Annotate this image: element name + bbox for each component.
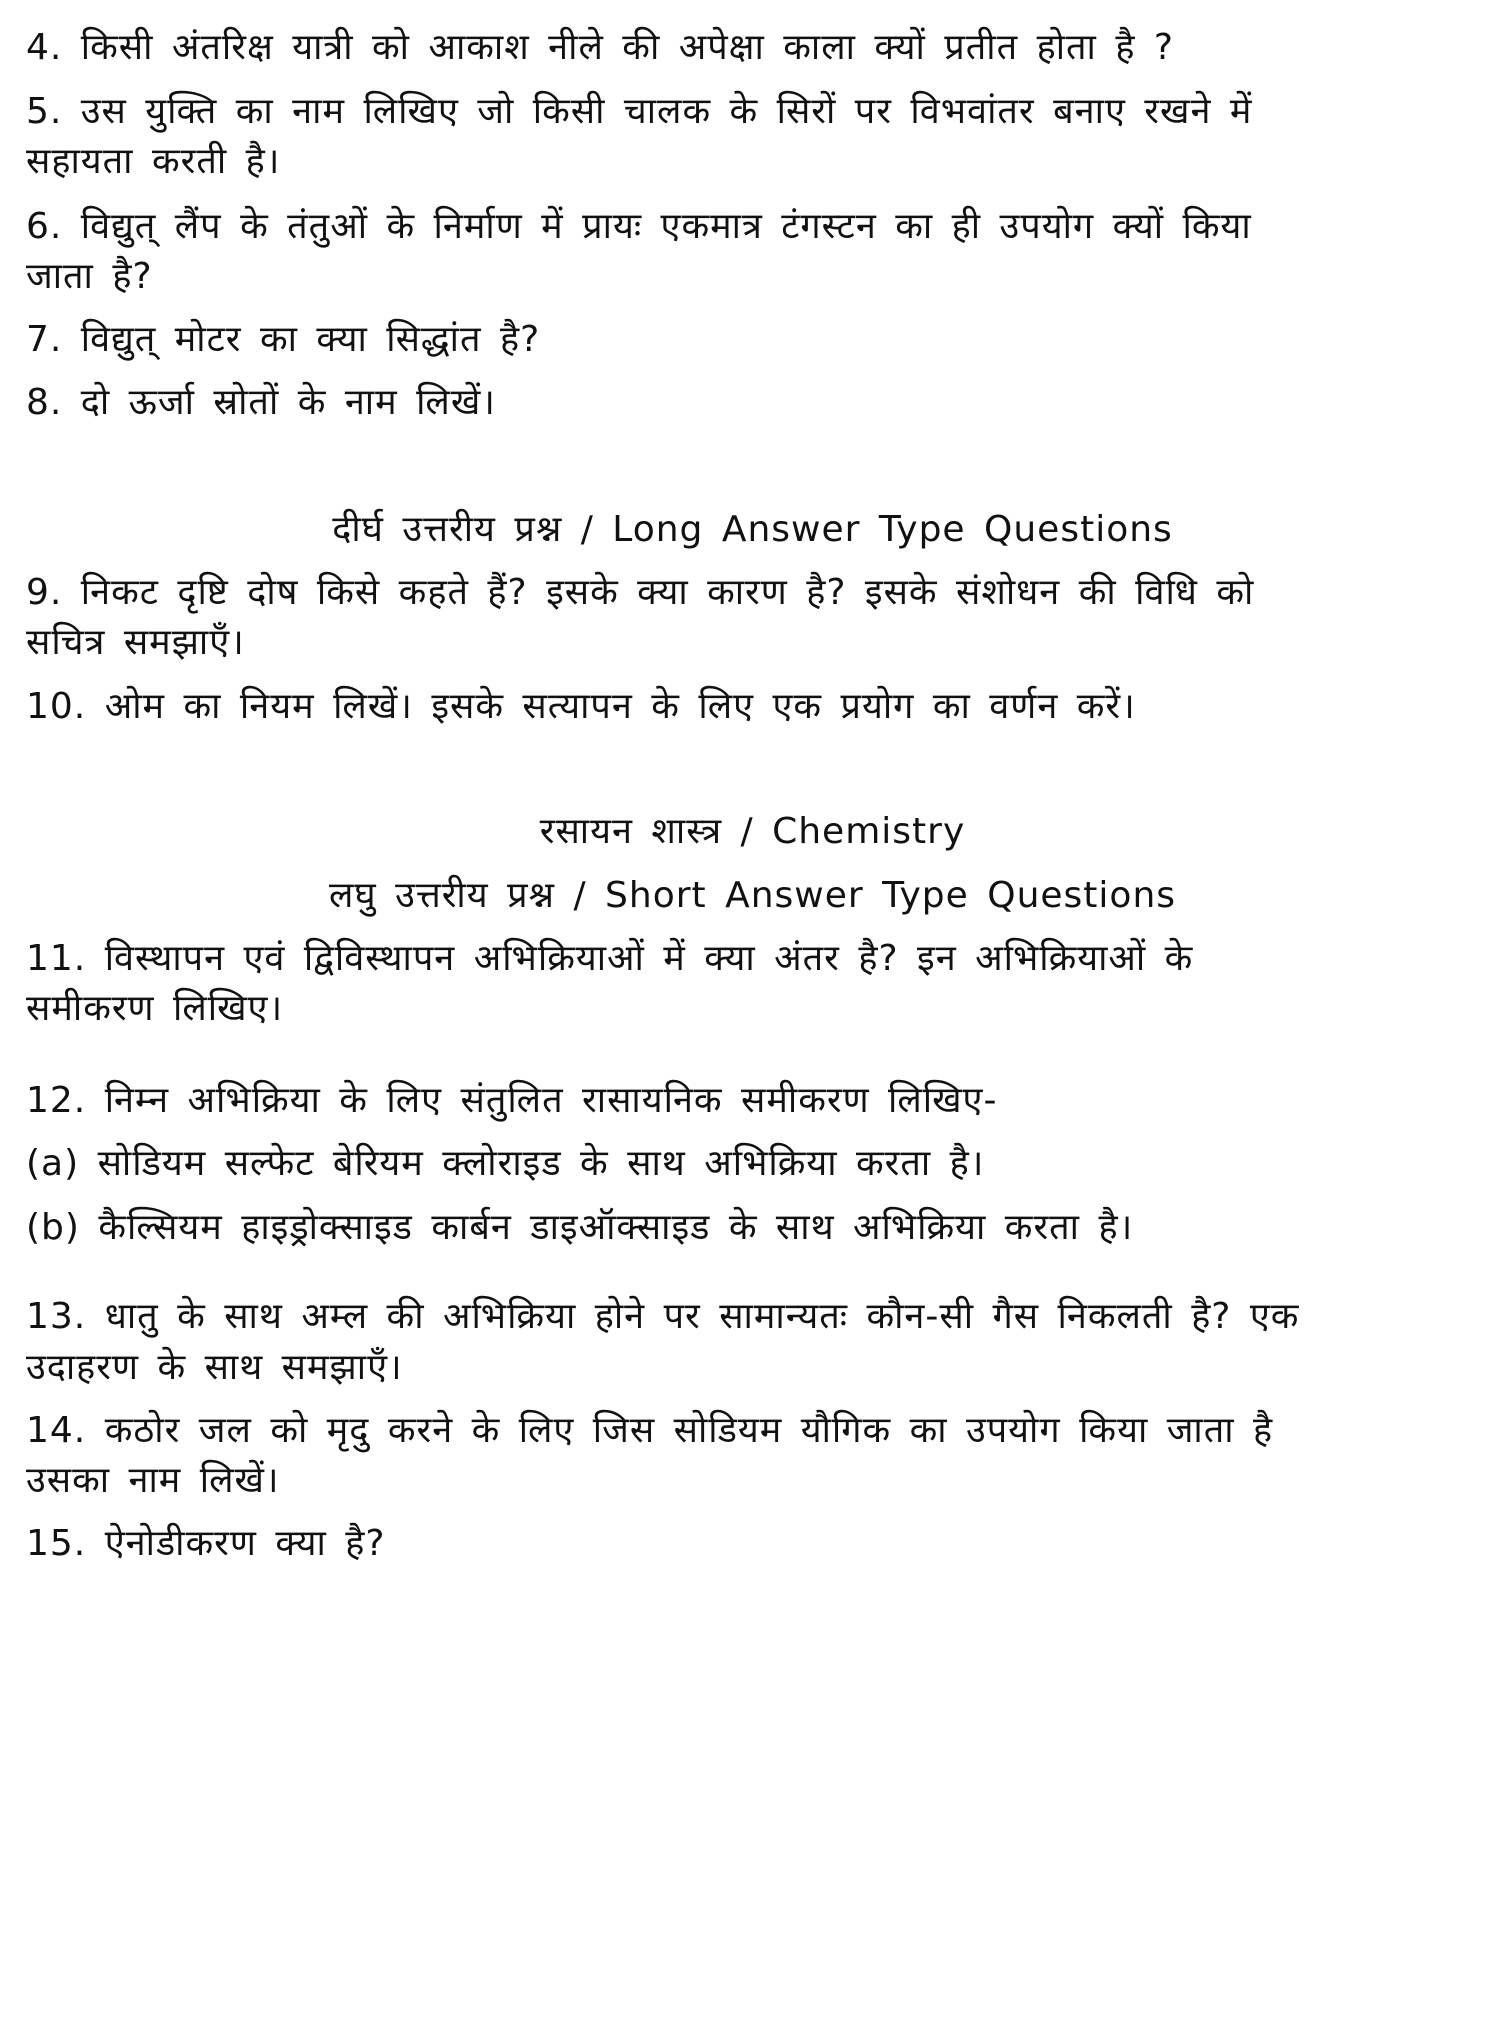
question-12-part-b: (b) कैल्सियम हाइड्रोक्साइड कार्बन डाइऑक्साइड के साथ अभिक्रिया करता है। bbox=[26, 1207, 1134, 1248]
question-12: 12. निम्न अभिक्रिया के लिए संतुलित रासायनिक समीकरण लिखिए- bbox=[26, 1080, 998, 1121]
question-6-line-1: 6. विद्युत् लैंप के तंतुओं के निर्माण में प्रायः एकमात्र टंगस्टन का ही उपयोग क्यों किया bbox=[26, 206, 1252, 247]
question-12-part-a: (a) सोडियम सल्फेट बेरियम क्लोराइड के साथ अभिक्रिया करता है। bbox=[26, 1143, 985, 1184]
question-13-line-2: उदाहरण के साथ समझाएँ। bbox=[26, 1347, 403, 1388]
question-8: 8. दो ऊर्जा स्रोतों के नाम लिखें। bbox=[26, 382, 496, 423]
question-7: 7. विद्युत् मोटर का क्या सिद्धांत है? bbox=[26, 319, 541, 360]
short-answer-heading: लघु उत्तरीय प्रश्न / Short Answer Type Questions bbox=[328, 875, 1177, 916]
long-answer-heading: दीर्घ उत्तरीय प्रश्न / Long Answer Type Questions bbox=[332, 509, 1173, 550]
question-14-line-1: 14. कठोर जल को मृदु करने के लिए जिस सोडियम यौगिक का उपयोग किया जाता है bbox=[26, 1410, 1274, 1451]
question-9-line-1: 9. निकट दृष्टि दोष किसे कहते हैं? इसके क्या कारण है? इसके संशोधन की विधि को bbox=[26, 572, 1255, 613]
chemistry-subject-heading: रसायन शास्त्र / Chemistry bbox=[539, 811, 966, 852]
question-11-line-2: समीकरण लिखिए। bbox=[26, 988, 284, 1029]
question-15: 15. ऐनोडीकरण क्या है? bbox=[26, 1523, 386, 1564]
question-10: 10. ओम का नियम लिखें। इसके सत्यापन के लिए एक प्रयोग का वर्णन करें। bbox=[26, 686, 1136, 727]
question-14-line-2: उसका नाम लिखें। bbox=[26, 1460, 280, 1501]
question-4: 4. किसी अंतरिक्ष यात्री को आकाश नीले की अपेक्षा काला क्यों प्रतीत होता है ? bbox=[26, 27, 1174, 68]
question-9-line-2: सचित्र समझाएँ। bbox=[26, 622, 245, 663]
question-13-line-1: 13. धातु के साथ अम्ल की अभिक्रिया होने पर सामान्यतः कौन-सी गैस निकलती है? एक bbox=[26, 1296, 1300, 1337]
question-6-line-2: जाता है? bbox=[26, 256, 153, 297]
question-5-line-1: 5. उस युक्ति का नाम लिखिए जो किसी चालक के सिरों पर विभवांतर बनाए रखने में bbox=[26, 91, 1253, 132]
question-11-line-1: 11. विस्थापन एवं द्विविस्थापन अभिक्रियाओं में क्या अंतर है? इन अभिक्रियाओं के bbox=[26, 938, 1194, 979]
question-5-line-2: सहायता करती है। bbox=[26, 141, 281, 182]
